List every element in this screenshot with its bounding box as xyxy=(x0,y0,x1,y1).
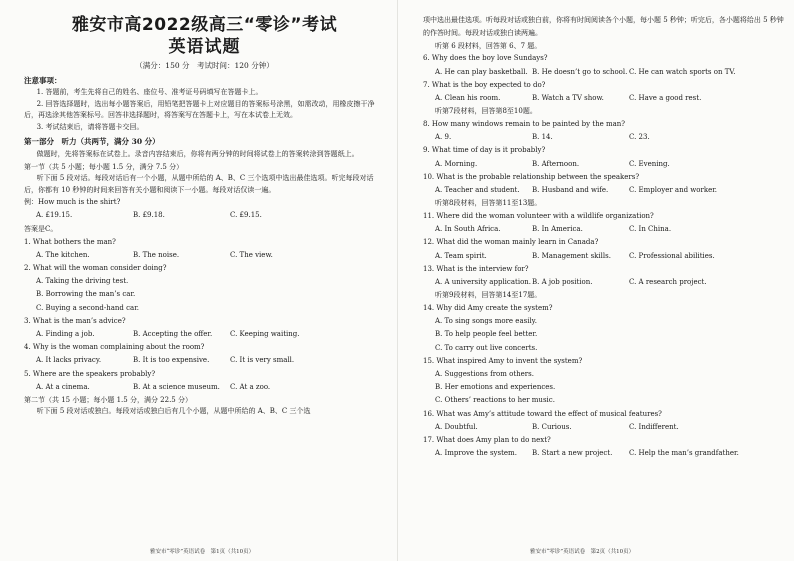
question: 10. What is the probable relationship between the speakers? xyxy=(423,172,640,181)
option: B. Management skills. xyxy=(532,251,611,260)
option: B. Afternoon. xyxy=(532,159,580,168)
example-question: 例：How much is the shirt? xyxy=(24,198,121,207)
question-options xyxy=(423,66,784,79)
notice-item: 3. 考试结束后，请将答题卡交回。 xyxy=(36,122,144,131)
question: 14. Why did Amy create the system? xyxy=(423,304,553,313)
option: A. A university application. xyxy=(435,278,532,287)
option: A. He can play basketball. xyxy=(435,67,528,76)
example-answer: 答案是C。 xyxy=(24,224,58,233)
listen-instruction: 听第9段材料，回答第14至17题。 xyxy=(435,291,542,300)
option: C. At a zoo. xyxy=(230,382,271,391)
question: 13. What is the interview for? xyxy=(423,264,529,273)
listen-instruction: 听第7段材料，回答第8至10题。 xyxy=(435,107,537,116)
question-options xyxy=(24,381,385,394)
option: A. Team spirit. xyxy=(435,251,487,260)
option: C. Employer and worker. xyxy=(629,186,718,195)
part1-intro: 做题时，先将答案标在试卷上。录音内容结束后，你将有两分钟的时间将试卷上的答案转涂到答题纸上。 xyxy=(36,150,359,158)
notice-item: 2. 回答选择题时，选出每小题答案后，用铅笔把答题卡上对应题目的答案标号涂黑，如需改动，用橡皮擦干净后，再选涂其他答案标号。回答非选择题时，将答案写在答题卡上，写在本试卷上无效。 xyxy=(24,99,375,119)
option: C. Keeping waiting. xyxy=(230,330,300,339)
question: 6. Why does the boy love Sundays? xyxy=(423,54,548,63)
option: A. Morning. xyxy=(435,159,478,168)
option: B. To help people feel better. xyxy=(435,330,538,339)
question-options xyxy=(423,92,784,105)
option: B. Her emotions and experiences. xyxy=(435,383,556,392)
option: C. £9.15. xyxy=(230,211,262,220)
option: C. To carry out live concerts. xyxy=(435,343,538,352)
option: B. It is too expensive. xyxy=(133,356,210,365)
question: 5. Where are the speakers probably? xyxy=(24,369,156,378)
listen-instruction: 听第8段材料，回答第11至13题。 xyxy=(435,199,542,208)
option: B. Watch a TV show. xyxy=(532,94,604,102)
option: B. In America. xyxy=(532,225,583,234)
option: B. At a science museum. xyxy=(133,382,220,391)
question-options xyxy=(423,184,784,197)
option: A. Improve the system. xyxy=(435,449,517,458)
option: A. To sing songs more easily. xyxy=(435,317,537,326)
option: A. In South Africa. xyxy=(435,225,501,234)
question: 7. What is the boy expected to do? xyxy=(423,80,546,89)
section2-heading: 第二节（共 15 小题；每小题 1.5 分，满分 22.5 分） xyxy=(24,396,192,405)
section2-intro: 听下面 5 段对话或独白。每段对话或独白后有几个小题，从题中所给的 A、B、C 三个选 xyxy=(36,407,311,416)
option: C. In China. xyxy=(629,225,672,234)
option: C. Have a good rest. xyxy=(629,94,702,102)
question: 12. What did the woman mainly learn in Canada? xyxy=(423,238,599,247)
notice-title: 注意事项： xyxy=(24,76,62,85)
question: 8. How many windows remain to be painted by the man? xyxy=(423,120,626,128)
option: C. He can watch sports on TV. xyxy=(629,67,736,76)
question: 16. What was Amy’s attitude toward the effect of musical features? xyxy=(423,409,662,418)
option: C. Buying a second-hand car. xyxy=(36,303,140,312)
option: A. £19.15. xyxy=(36,211,73,220)
right-page xyxy=(397,0,794,561)
option: B. Start a new project. xyxy=(532,449,613,458)
question: 15. What inspired Amy to invent the system? xyxy=(423,356,583,365)
question-options xyxy=(24,328,385,341)
option: A. Suggestions from others. xyxy=(435,370,534,379)
question-options xyxy=(423,276,784,289)
question: 9. What time of day is it probably? xyxy=(423,146,546,155)
option: C. The view. xyxy=(230,250,273,259)
section1-heading: 第一节（共 5 小题；每小题 1.5 分，满分 7.5 分） xyxy=(24,162,184,171)
option: B. Curious. xyxy=(532,422,572,431)
question-options xyxy=(423,250,784,263)
option: B. A job position. xyxy=(532,278,593,287)
option: A. Taking the driving test. xyxy=(36,277,129,286)
option: B. Husband and wife. xyxy=(532,186,609,195)
option: B. £9.18. xyxy=(133,211,165,220)
question-options xyxy=(423,131,784,144)
option: A. Clean his room. xyxy=(435,94,501,102)
option: C. Evening. xyxy=(629,159,670,168)
question: 17. What does Amy plan to do next? xyxy=(423,436,551,445)
left-footer: 雅安市“零诊”英语试卷 第1页（共10页） xyxy=(150,549,255,555)
option: C. Help the man’s grandfather. xyxy=(629,449,739,458)
option: B. The noise. xyxy=(133,250,180,259)
option: B. He doesn’t go to school. xyxy=(532,67,628,76)
option: A. At a cinema. xyxy=(36,382,90,391)
question: 2. What will the woman consider doing? xyxy=(24,264,167,272)
option: A. Teacher and student. xyxy=(435,186,520,195)
option: C. 23. xyxy=(629,133,650,142)
question-options xyxy=(423,421,784,434)
question-options xyxy=(423,158,784,171)
right-footer: 雅安市“零诊”英语试卷 第2页（共10页） xyxy=(530,549,635,555)
option: C. Indifferent. xyxy=(629,422,679,431)
question: 11. Where did the woman volunteer with a wildlife organization? xyxy=(423,212,654,221)
question-options xyxy=(423,447,784,460)
question: 4. Why is the woman complaining about the room? xyxy=(24,343,205,352)
option: A. It lacks privacy. xyxy=(36,356,102,365)
example-options xyxy=(24,209,385,222)
question-options xyxy=(24,249,385,262)
section1-intro: 听下面 5 段对话。每段对话后有一个小题，从题中所给的 A、B、C 三个选项中选出最佳选项。听完每段对话后，你都有 10 秒钟的时间来回答有关小题和阅读下一小题。每段对话仅读一遍。 xyxy=(24,173,374,194)
option: B. Borrowing the man’s car. xyxy=(36,290,136,299)
option: A. 9. xyxy=(435,133,452,142)
option: C. Others’ reactions to her music. xyxy=(435,396,555,405)
exam-title: 雅安市高2022级高三“零诊”考试 xyxy=(71,15,338,35)
question: 1. What bothers the man? xyxy=(24,237,116,246)
section2-intro-continued: 项中选出最佳选项。听每段对话或独白前，你将有时间阅读各个小题，每小题 5 秒钟；听完后，各小题将给出 5 秒钟的作答时间。每段对话或独白读两遍。 xyxy=(423,16,784,37)
question: 3. What is the man’s advice? xyxy=(24,316,126,325)
option: C. It is very small. xyxy=(230,356,295,365)
question-options xyxy=(423,223,784,236)
part1-heading: 第一部分 听力（共两节，满分 30 分） xyxy=(24,137,160,146)
option: A. Doubtful. xyxy=(435,422,478,431)
option: A. Finding a job. xyxy=(36,330,95,339)
option: C. A research project. xyxy=(629,278,707,287)
listen-instruction: 听第 6 段材料，回答第 6、7 题。 xyxy=(435,41,542,50)
question-options xyxy=(24,354,385,367)
option: B. 14. xyxy=(532,133,553,142)
option: C. Professional abilities. xyxy=(629,251,715,260)
exam-subtitle: 英语试题 xyxy=(168,37,241,57)
exam-meta: （满分：150 分 考试时间：120 分钟） xyxy=(135,61,274,70)
option: A. The kitchen. xyxy=(36,250,90,259)
option: B. Accepting the offer. xyxy=(133,330,213,339)
notice-item: 1. 答题前，考生先将自己的姓名、座位号、准考证号码填写在答题卡上。 xyxy=(36,88,263,96)
